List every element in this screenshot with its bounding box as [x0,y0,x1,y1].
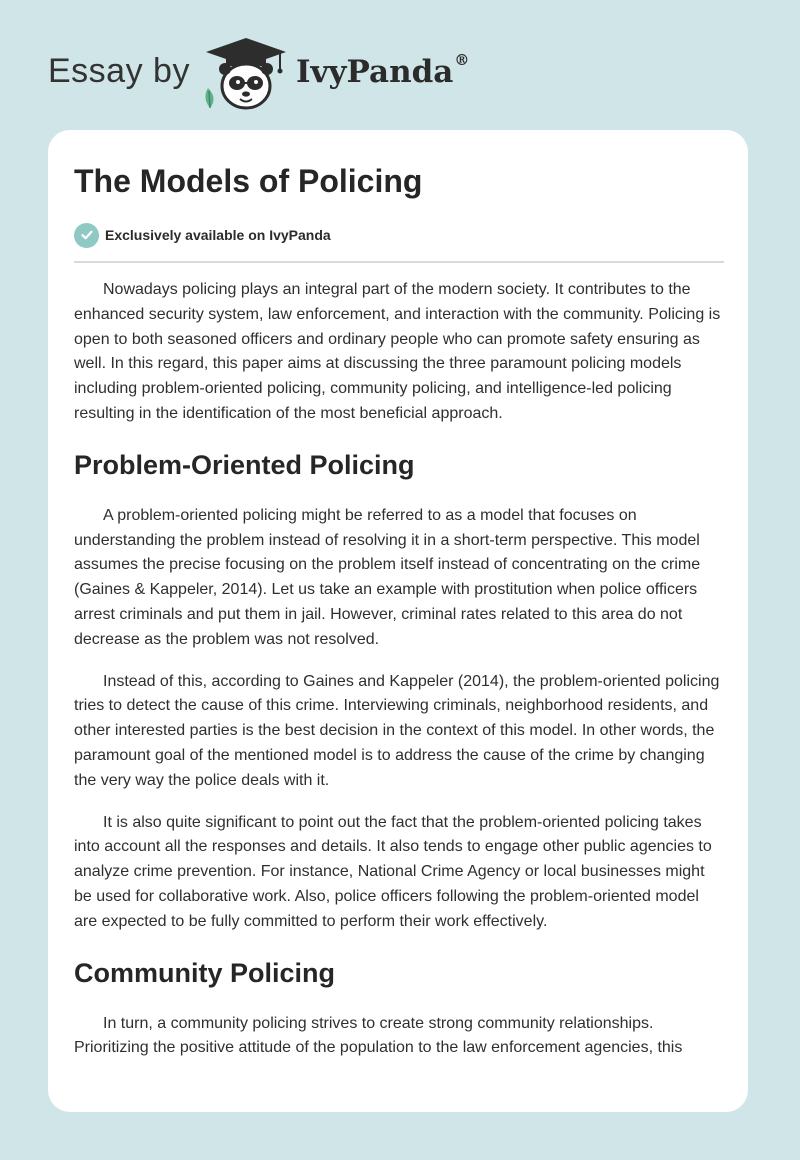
site-header [0,0,800,120]
section-heading: Problem-Oriented Policing [74,449,415,480]
brand-prefix: Essay by [48,52,190,90]
badge-text: Exclusively available on IvyPanda [105,227,331,243]
divider [74,261,724,263]
essay-body [74,278,724,1078]
section-heading: Community Policing [74,957,336,988]
intro-paragraph: Nowadays policing plays an integral part of the modern society. It contributes to the enhanced security system, law enforcement, and interaction with the community. Policing is open to both seasoned officers and ordinary people who can promote safety ensuring as well. In this regard, this paper aims at discussing the three paramount policing models including problem-oriented policing, community policing, and intelligence-led policing resulting in the identification of the most beneficial approach. [74,281,721,422]
check-icon [74,223,99,248]
exclusive-badge [74,222,331,248]
brand-name-text: IvyPanda [296,54,454,90]
paragraph: In turn, a community policing strives to create strong community relationships. Prioritizing the positive attitude of the population to the law enforcement agencies, this [74,1014,683,1057]
registered-mark: ® [454,50,470,69]
brand-name[interactable] [296,50,470,90]
panda-graduate-logo-icon[interactable] [200,36,292,112]
paragraph: It is also quite significant to point out the fact that the problem-oriented policing takes into account all the responses and details. It also tends to engage other public agencies to analyze crime prevention. For instance, National Crime Agency or local businesses might be used for collaborative work. Also, police officers following the problem-oriented model are expected to be fully committed to perform their work effectively. [74,813,712,930]
paragraph: A problem-oriented policing might be referred to as a model that focuses on understanding the problem instead of resolving it in a short-term perspective. This model assumes the precise focusing on the problem itself instead of concentrating on the crime (Gaines & Kappeler, 2014). Let us take an example with prostitution when police officers arrest criminals and put them in jail. However, criminal rates related to this area do not decrease as the problem was not resolved. [74,506,701,648]
paragraph: Instead of this, according to Gaines and Kappeler (2014), the problem-oriented policing tries to detect the cause of this crime. Interviewing criminals, neighborhood residents, and other interested parties is the best decision in the context of this model. In other words, the paramount goal of the mentioned model is to address the cause of the crime by changing the very way the police deals with it. [74,672,720,789]
page-title: The Models of Policing [74,163,423,199]
essay-card [48,130,748,1112]
